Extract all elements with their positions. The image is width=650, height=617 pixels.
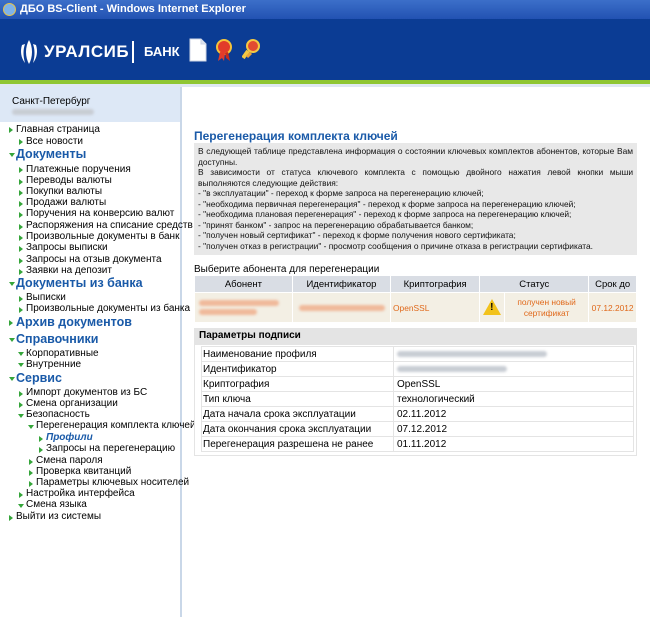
- sidebar-item-home[interactable]: Главная страница: [16, 124, 100, 135]
- window-titlebar: [0, 0, 650, 19]
- arrow-right-icon: [19, 201, 23, 207]
- sidebar-item-profiles[interactable]: Профили: [46, 432, 93, 443]
- sidebar-item-security[interactable]: Безопасность: [26, 409, 90, 420]
- org-info-box: [0, 87, 180, 122]
- brand-bank: БАНК: [144, 44, 180, 59]
- cell-warning[interactable]: [480, 293, 505, 323]
- table-header-row: [195, 276, 637, 293]
- signature-params-table: [201, 346, 634, 452]
- cell-identifier[interactable]: [292, 293, 390, 323]
- sidebar-item-payment-orders[interactable]: Платежные поручения: [26, 164, 131, 175]
- sidebar-item-interface-settings[interactable]: Настройка интерфейса: [26, 488, 135, 499]
- identifier-redacted: [397, 366, 507, 372]
- arrow-right-icon: [19, 139, 23, 145]
- arrow-down-icon: [9, 153, 15, 157]
- param-row: [202, 377, 634, 392]
- sidebar-item-conversion-orders[interactable]: Поручения на конверсию валют: [26, 208, 175, 219]
- param-label: Наименование профиля: [202, 347, 394, 362]
- sidebar-item-free-docs-to-bank[interactable]: Произвольные документы в банк: [26, 231, 180, 242]
- uralsib-logo-icon: [18, 39, 40, 65]
- sidebar-item-change-language[interactable]: Смена языка: [26, 499, 87, 510]
- org-name-redacted: [12, 109, 94, 115]
- table-row[interactable]: [195, 293, 637, 323]
- arrow-down-icon: [18, 363, 24, 367]
- param-label: Дата начала срока эксплуатации: [202, 407, 394, 422]
- info-line: - "получен новый сертификат" - переход к форме получения нового сертификата;: [198, 230, 516, 240]
- ie-icon: [3, 3, 16, 16]
- arrow-right-icon: [19, 179, 23, 185]
- arrow-down-icon: [9, 377, 15, 381]
- arrow-right-icon: [19, 269, 23, 275]
- arrow-right-icon: [19, 391, 23, 397]
- sidebar-item-check-receipts[interactable]: Проверка квитанций: [36, 466, 132, 477]
- cell-status[interactable]: получен новый сертификат: [504, 293, 588, 323]
- param-row: [202, 422, 634, 437]
- param-label: Дата окончания срока эксплуатации: [202, 422, 394, 437]
- arrow-down-icon: [9, 282, 15, 286]
- param-row: [202, 407, 634, 422]
- sidebar-item-deposit-requests[interactable]: Заявки на депозит: [26, 265, 112, 276]
- col-header-status[interactable]: Статус: [480, 276, 589, 293]
- param-label: Перегенерация разрешена не ранее: [202, 437, 394, 452]
- sidebar-item-regeneration-requests[interactable]: Запросы на перегенерацию: [46, 443, 176, 454]
- sidebar-item-key-regeneration[interactable]: Перегенерация комплекта ключей: [36, 420, 196, 431]
- arrow-right-icon: [19, 402, 23, 408]
- col-header-crypto[interactable]: Криптография: [391, 276, 480, 293]
- sidebar-item-statement-requests[interactable]: Запросы выписки: [26, 242, 108, 253]
- param-label: Идентификатор: [202, 362, 394, 377]
- cell-crypto[interactable]: OpenSSL: [391, 293, 480, 323]
- sidebar-item-recall-requests[interactable]: Запросы на отзыв документа: [26, 254, 162, 265]
- cell-due-date[interactable]: 07.12.2012: [589, 293, 637, 323]
- col-header-subscriber[interactable]: Абонент: [195, 276, 293, 293]
- param-value: 02.11.2012: [394, 407, 634, 422]
- arrow-right-icon: [39, 447, 43, 453]
- arrow-right-icon: [39, 436, 43, 442]
- page-title: Перегенерация комплекта ключей: [194, 129, 398, 143]
- sidebar-item-logout[interactable]: Выйти из системы: [16, 511, 102, 522]
- arrow-right-icon: [19, 235, 23, 241]
- info-line: - "в эксплуатации" - переход к форме запроса на перегенерацию ключей;: [198, 188, 484, 198]
- subscriber-redacted: [199, 300, 279, 306]
- info-line: выполняются следующие действия:: [198, 177, 339, 188]
- arrow-right-icon: [29, 470, 33, 476]
- arrow-down-icon: [18, 414, 24, 418]
- signature-params-header: Параметры подписи: [194, 328, 637, 344]
- arrow-right-icon: [19, 190, 23, 196]
- sidebar-item-import-docs[interactable]: Импорт документов из БС: [26, 387, 148, 398]
- arrow-right-icon: [19, 167, 23, 173]
- arrow-down-icon: [18, 504, 24, 508]
- profile-name-redacted: [397, 351, 547, 357]
- info-line: доступны.: [198, 156, 238, 167]
- sidebar-item-currency-purchases[interactable]: Покупки валюты: [26, 186, 103, 197]
- logo-divider: [132, 41, 134, 63]
- sidebar-section-service[interactable]: Сервис: [16, 371, 62, 385]
- arrow-right-icon: [19, 258, 23, 264]
- col-header-identifier[interactable]: Идентификатор: [292, 276, 390, 293]
- sidebar-item-corporate[interactable]: Корпоративные: [26, 348, 99, 359]
- sidebar-item-free-docs-from-bank[interactable]: Произвольные документы из банка: [26, 303, 191, 314]
- arrow-right-icon: [9, 127, 13, 133]
- param-value: технологический: [394, 392, 634, 407]
- info-line: - "получен отказ в регистрации" - просмотр сообщения о причине отказа в регистрации сертификата.: [198, 240, 594, 251]
- arrow-right-icon: [19, 246, 23, 252]
- arrow-right-icon: [19, 224, 23, 230]
- identifier-redacted: [299, 305, 385, 311]
- param-row: [202, 347, 634, 362]
- subscribers-table: [194, 275, 637, 323]
- sidebar-item-key-media-params[interactable]: Параметры ключевых носителей: [36, 477, 190, 488]
- magnifier-icon[interactable]: [242, 38, 262, 62]
- info-line: В зависимости от статуса ключевого комплекта с помощью двойного нажатия левой кнопки мыши: [198, 167, 633, 177]
- arrow-right-icon: [9, 515, 13, 521]
- city-label: Санкт-Петербург: [12, 96, 91, 107]
- arrow-right-icon: [19, 296, 23, 302]
- param-row: [202, 437, 634, 452]
- arrow-down-icon: [18, 352, 24, 356]
- sidebar-section-documents[interactable]: Документы: [16, 147, 87, 161]
- param-value: 07.12.2012: [394, 422, 634, 437]
- window-title: ДБО BS-Client - Windows Internet Explorer: [20, 3, 246, 15]
- select-subscriber-label: Выберите абонента для перегенерации: [194, 264, 380, 275]
- sidebar-item-internal[interactable]: Внутренние: [26, 359, 82, 370]
- info-box: [194, 143, 637, 255]
- param-value: OpenSSL: [394, 377, 634, 392]
- info-line: В следующей таблице представлена информация о состоянии ключевых комплектов абонентов, которые Вам: [198, 146, 633, 156]
- sidebar-section-archive[interactable]: Архив документов: [16, 315, 132, 329]
- col-header-due-date[interactable]: Срок до: [589, 276, 637, 293]
- brand-name: УРАЛСИБ: [44, 42, 130, 61]
- param-label: Криптография: [202, 377, 394, 392]
- sidebar-item-statements[interactable]: Выписки: [26, 292, 66, 303]
- sidebar-item-change-org[interactable]: Смена организации: [26, 398, 118, 409]
- cell-subscriber[interactable]: [195, 293, 293, 323]
- arrow-right-icon: [19, 212, 23, 218]
- arrow-right-icon: [29, 459, 33, 465]
- arrow-down-icon: [28, 425, 34, 429]
- param-value: [394, 362, 634, 377]
- arrow-down-icon: [9, 338, 15, 342]
- param-row: [202, 362, 634, 377]
- sidebar-item-change-password[interactable]: Смена пароля: [36, 455, 103, 466]
- param-value: [394, 347, 634, 362]
- sidebar-item-currency-sales[interactable]: Продажи валюты: [26, 197, 107, 208]
- param-label: Тип ключа: [202, 392, 394, 407]
- info-line: - "необходима плановая перегенерация" - переход к форме запроса на перегенерацию ключей;: [198, 209, 572, 219]
- warning-icon: !: [483, 299, 501, 315]
- sidebar-item-currency-transfers[interactable]: Переводы валюты: [26, 175, 112, 186]
- sidebar-item-debit-orders[interactable]: Распоряжения на списание средств: [26, 220, 193, 231]
- arrow-right-icon: [9, 320, 13, 326]
- param-row: [202, 392, 634, 407]
- sidebar-section-docs-from-bank[interactable]: Документы из банка: [16, 276, 143, 290]
- ribbon-icon[interactable]: [214, 38, 234, 62]
- document-icon[interactable]: [188, 38, 208, 62]
- arrow-right-icon: [29, 481, 33, 487]
- info-line: - "принят банком" - запрос на перегенерацию обрабатывается банком;: [198, 219, 474, 230]
- param-value: 01.11.2012: [394, 437, 634, 452]
- subscriber-redacted: [199, 309, 257, 315]
- info-line: - "необходима первичная перегенерация" - переход к форме запроса на перегенерацию ключей;: [198, 198, 576, 209]
- sidebar-section-directories[interactable]: Справочники: [16, 332, 99, 346]
- sidebar-item-all-news[interactable]: Все новости: [26, 136, 84, 147]
- arrow-right-icon: [19, 492, 23, 498]
- arrow-right-icon: [19, 307, 23, 313]
